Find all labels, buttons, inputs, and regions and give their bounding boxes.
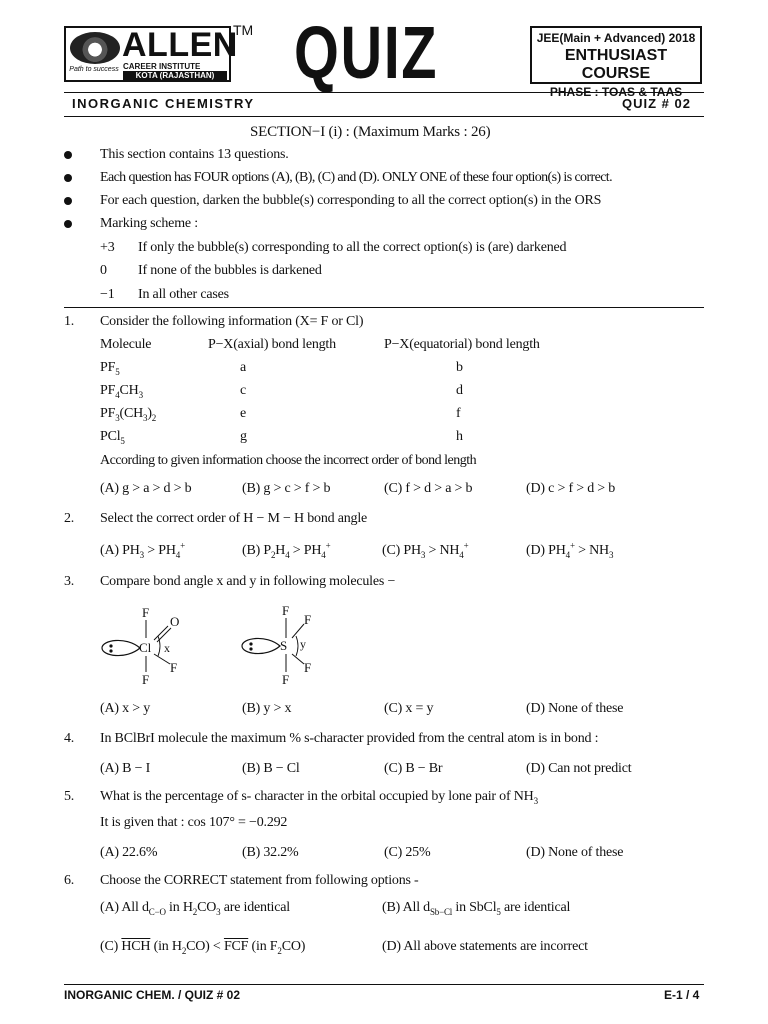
table-header-equatorial: P−X(equatorial) bond length: [384, 337, 540, 352]
molecule-pf5: $PF_5$: [100, 360, 120, 377]
bond: [154, 654, 170, 664]
question-4-text: In BClBrI molecule the maximum % s-character provided from the central atom is in bond :: [100, 731, 599, 746]
header-rule-top: [64, 92, 704, 93]
lone-pair-electron: [109, 649, 112, 652]
instruction-1: This section contains 13 questions.: [100, 147, 289, 162]
option-d[interactable]: (D) Can not predict: [526, 761, 632, 776]
molecule-pf4ch3: $PF_4CH_3$: [100, 383, 143, 400]
option-d[interactable]: (D) None of these: [526, 701, 624, 716]
option-c[interactable]: (C) x = y: [384, 701, 434, 716]
question-number: 1.: [64, 314, 75, 329]
option-c[interactable]: (C) f > d > a > b: [384, 481, 473, 496]
atom-label: O: [170, 614, 180, 629]
header-rule-bottom: [64, 116, 704, 117]
option-b[interactable]: (B) $P_2H_4 > PH_4^+$: [242, 540, 331, 560]
quiz-number: QUIZ # 02: [622, 96, 691, 111]
question-2-text: Select the correct order of H − M − H bond angle: [100, 511, 368, 526]
lone-pair-electron: [249, 647, 252, 650]
option-d[interactable]: (D) $PH_4^+ > NH_3$: [526, 540, 614, 560]
marking-mark: −1: [100, 287, 115, 302]
question-number: 5.: [64, 789, 75, 804]
phase-label: PHASE : TOAS & TAAS: [549, 85, 683, 99]
instruction-2: Each question has FOUR options (A), (B), (C) and (D). ONLY ONE of these four option(s) is correct.: [100, 170, 612, 185]
equatorial-value: f: [456, 406, 461, 421]
equatorial-value: d: [456, 383, 463, 398]
marking-mark: 0: [100, 263, 107, 278]
angle-arc: [296, 636, 298, 656]
bullet-dot: [64, 220, 72, 228]
question-5-text: What is the percentage of s- character in the orbital occupied by lone pair of $NH_3$: [100, 789, 538, 806]
option-a[interactable]: (A) B − I: [100, 761, 151, 776]
option-a[interactable]: (A) 22.6%: [100, 845, 158, 860]
axial-value: e: [240, 406, 247, 421]
bullet-dot: [64, 151, 72, 159]
atom-label: F: [142, 605, 150, 620]
lone-pair-lobe: [242, 638, 280, 653]
atom-label: F: [170, 660, 178, 675]
atom-label: F: [282, 672, 290, 687]
option-b[interactable]: (B) g > c > f > b: [242, 481, 331, 496]
option-b[interactable]: (B) B − Cl: [242, 761, 300, 776]
option-a[interactable]: (A) g > a > d > b: [100, 481, 192, 496]
logo-brand: ALLEN: [122, 26, 238, 64]
atom-label: F: [282, 603, 290, 618]
lone-pair-electron: [109, 644, 112, 647]
option-a[interactable]: (A) All $d_{C-O}$ in $H_2CO_3$ are identical: [100, 900, 290, 917]
option-b[interactable]: (B) 32.2%: [242, 845, 299, 860]
instruction-4: Marking scheme :: [100, 216, 198, 231]
equatorial-value: b: [456, 360, 463, 375]
lone-pair-lobe: [102, 640, 140, 655]
molecule-pcl5: PCl$_5$: [100, 429, 125, 446]
option-d[interactable]: (D) c > f > d > b: [526, 481, 616, 496]
page-number: E-1 / 4: [664, 988, 700, 1002]
question-number: 3.: [64, 574, 75, 589]
question-number: 2.: [64, 511, 75, 526]
angle-label: x: [164, 641, 170, 655]
atom-label: S: [280, 638, 288, 653]
marking-text: If only the bubble(s) corresponding to all the correct option(s) is (are) darkened: [138, 240, 567, 255]
course-label: ENTHUSIAST COURSE: [564, 47, 668, 82]
bond: [292, 624, 304, 638]
atom-label: F: [142, 672, 150, 687]
option-c[interactable]: (C) 25%: [384, 845, 431, 860]
marking-text: In all other cases: [138, 287, 229, 302]
option-d[interactable]: (D) None of these: [526, 845, 624, 860]
option-c[interactable]: (C) B − Br: [384, 761, 443, 776]
question-number: 6.: [64, 873, 75, 888]
bullet-dot: [64, 174, 72, 182]
question-6-text: Choose the CORRECT statement from following options -: [100, 873, 419, 888]
instruction-3: For each question, darken the bubble(s) corresponding to all the correct option(s) in the ORS: [100, 193, 602, 208]
bullet-dot: [64, 197, 72, 205]
question-1-ask: According to given information choose the incorrect order of bond length: [100, 453, 477, 468]
axial-value: g: [240, 429, 247, 444]
trademark: TM: [233, 22, 254, 38]
molecule-pf3ch3-2: $PF_3(CH_3)_2$: [100, 406, 157, 423]
molecule-structures-diagram: [96, 600, 336, 688]
logo-location: KOTA (RAJASTHAN): [123, 71, 227, 80]
table-header-axial: P−X(axial) bond length: [208, 337, 336, 352]
table-header-molecule: Molecule: [100, 337, 152, 352]
axial-value: c: [240, 383, 247, 398]
equatorial-value: h: [456, 429, 463, 444]
option-a[interactable]: (A) x > y: [100, 701, 151, 716]
option-c[interactable]: (C) $\overline{HCH}$ (in $H_2CO) < \overline{FCF}$ (in $F_2CO$): [100, 939, 306, 956]
option-b[interactable]: (B) y > x: [242, 701, 292, 716]
logo-tagline: Path to success: [69, 66, 119, 73]
subject-label: INORGANIC CHEMISTRY: [72, 96, 255, 111]
allen-emblem-icon: [70, 32, 120, 64]
course-box: [530, 26, 702, 99]
bond: [292, 654, 304, 664]
option-a[interactable]: (A) $PH_3 > PH_4^+$: [100, 540, 185, 560]
axial-value: a: [240, 360, 247, 375]
atom-label: F: [304, 612, 312, 627]
question-3-text: Compare bond angle x and y in following molecules −: [100, 574, 396, 589]
option-c[interactable]: (C) $PH_3 > NH_4^+$: [382, 540, 469, 560]
option-d[interactable]: (D) All above statements are incorrect: [382, 939, 588, 954]
logo-sub: CAREER INSTITUTE: [123, 62, 201, 71]
lone-pair-electron: [249, 642, 252, 645]
question-number: 4.: [64, 731, 75, 746]
atom-label: F: [304, 660, 312, 675]
question-1-text: Consider the following information (X= F or Cl): [100, 314, 364, 329]
option-b[interactable]: (B) All $d_{Sb-Cl}$ in SbCl$_5$ are identical: [382, 900, 571, 917]
marking-text: If none of the bubbles is darkened: [138, 263, 322, 278]
page-title: QUIZ: [294, 11, 439, 94]
marking-mark: +3: [100, 240, 115, 255]
atom-label: Cl: [139, 640, 152, 655]
allen-logo: [64, 26, 238, 82]
section-rule: [64, 307, 704, 308]
footer-left: INORGANIC CHEM. / QUIZ # 02: [64, 988, 241, 1002]
footer-rule: [64, 984, 704, 985]
question-5-given: It is given that : cos 107° = −0.292: [100, 815, 288, 830]
section-heading: SECTION−I (i) : (Maximum Marks : 26): [250, 124, 491, 140]
angle-label: y: [300, 637, 306, 651]
exam-label: JEE(Main + Advanced) 2018: [536, 31, 696, 45]
